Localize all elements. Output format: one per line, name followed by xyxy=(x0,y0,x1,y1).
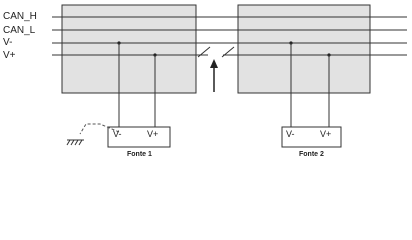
up-arrow-icon xyxy=(210,59,218,92)
fonte-1-caption: Fonte 1 xyxy=(127,151,152,158)
label-v-minus: V- xyxy=(3,37,13,48)
label-v-plus: V+ xyxy=(3,50,16,61)
ground-icon xyxy=(67,140,84,145)
module-1-box xyxy=(62,5,196,93)
label-can-h: CAN_H xyxy=(3,11,37,22)
fonte-2-caption: Fonte 2 xyxy=(299,151,324,158)
fonte-1-plus-label: V+ xyxy=(147,129,159,139)
label-can-l: CAN_L xyxy=(3,25,36,36)
fonte-1-minus-label: V- xyxy=(113,129,122,139)
fonte-2-plus-label: V+ xyxy=(320,129,332,139)
fonte-2-minus-label: V- xyxy=(286,129,295,139)
module-2-box xyxy=(238,5,370,93)
